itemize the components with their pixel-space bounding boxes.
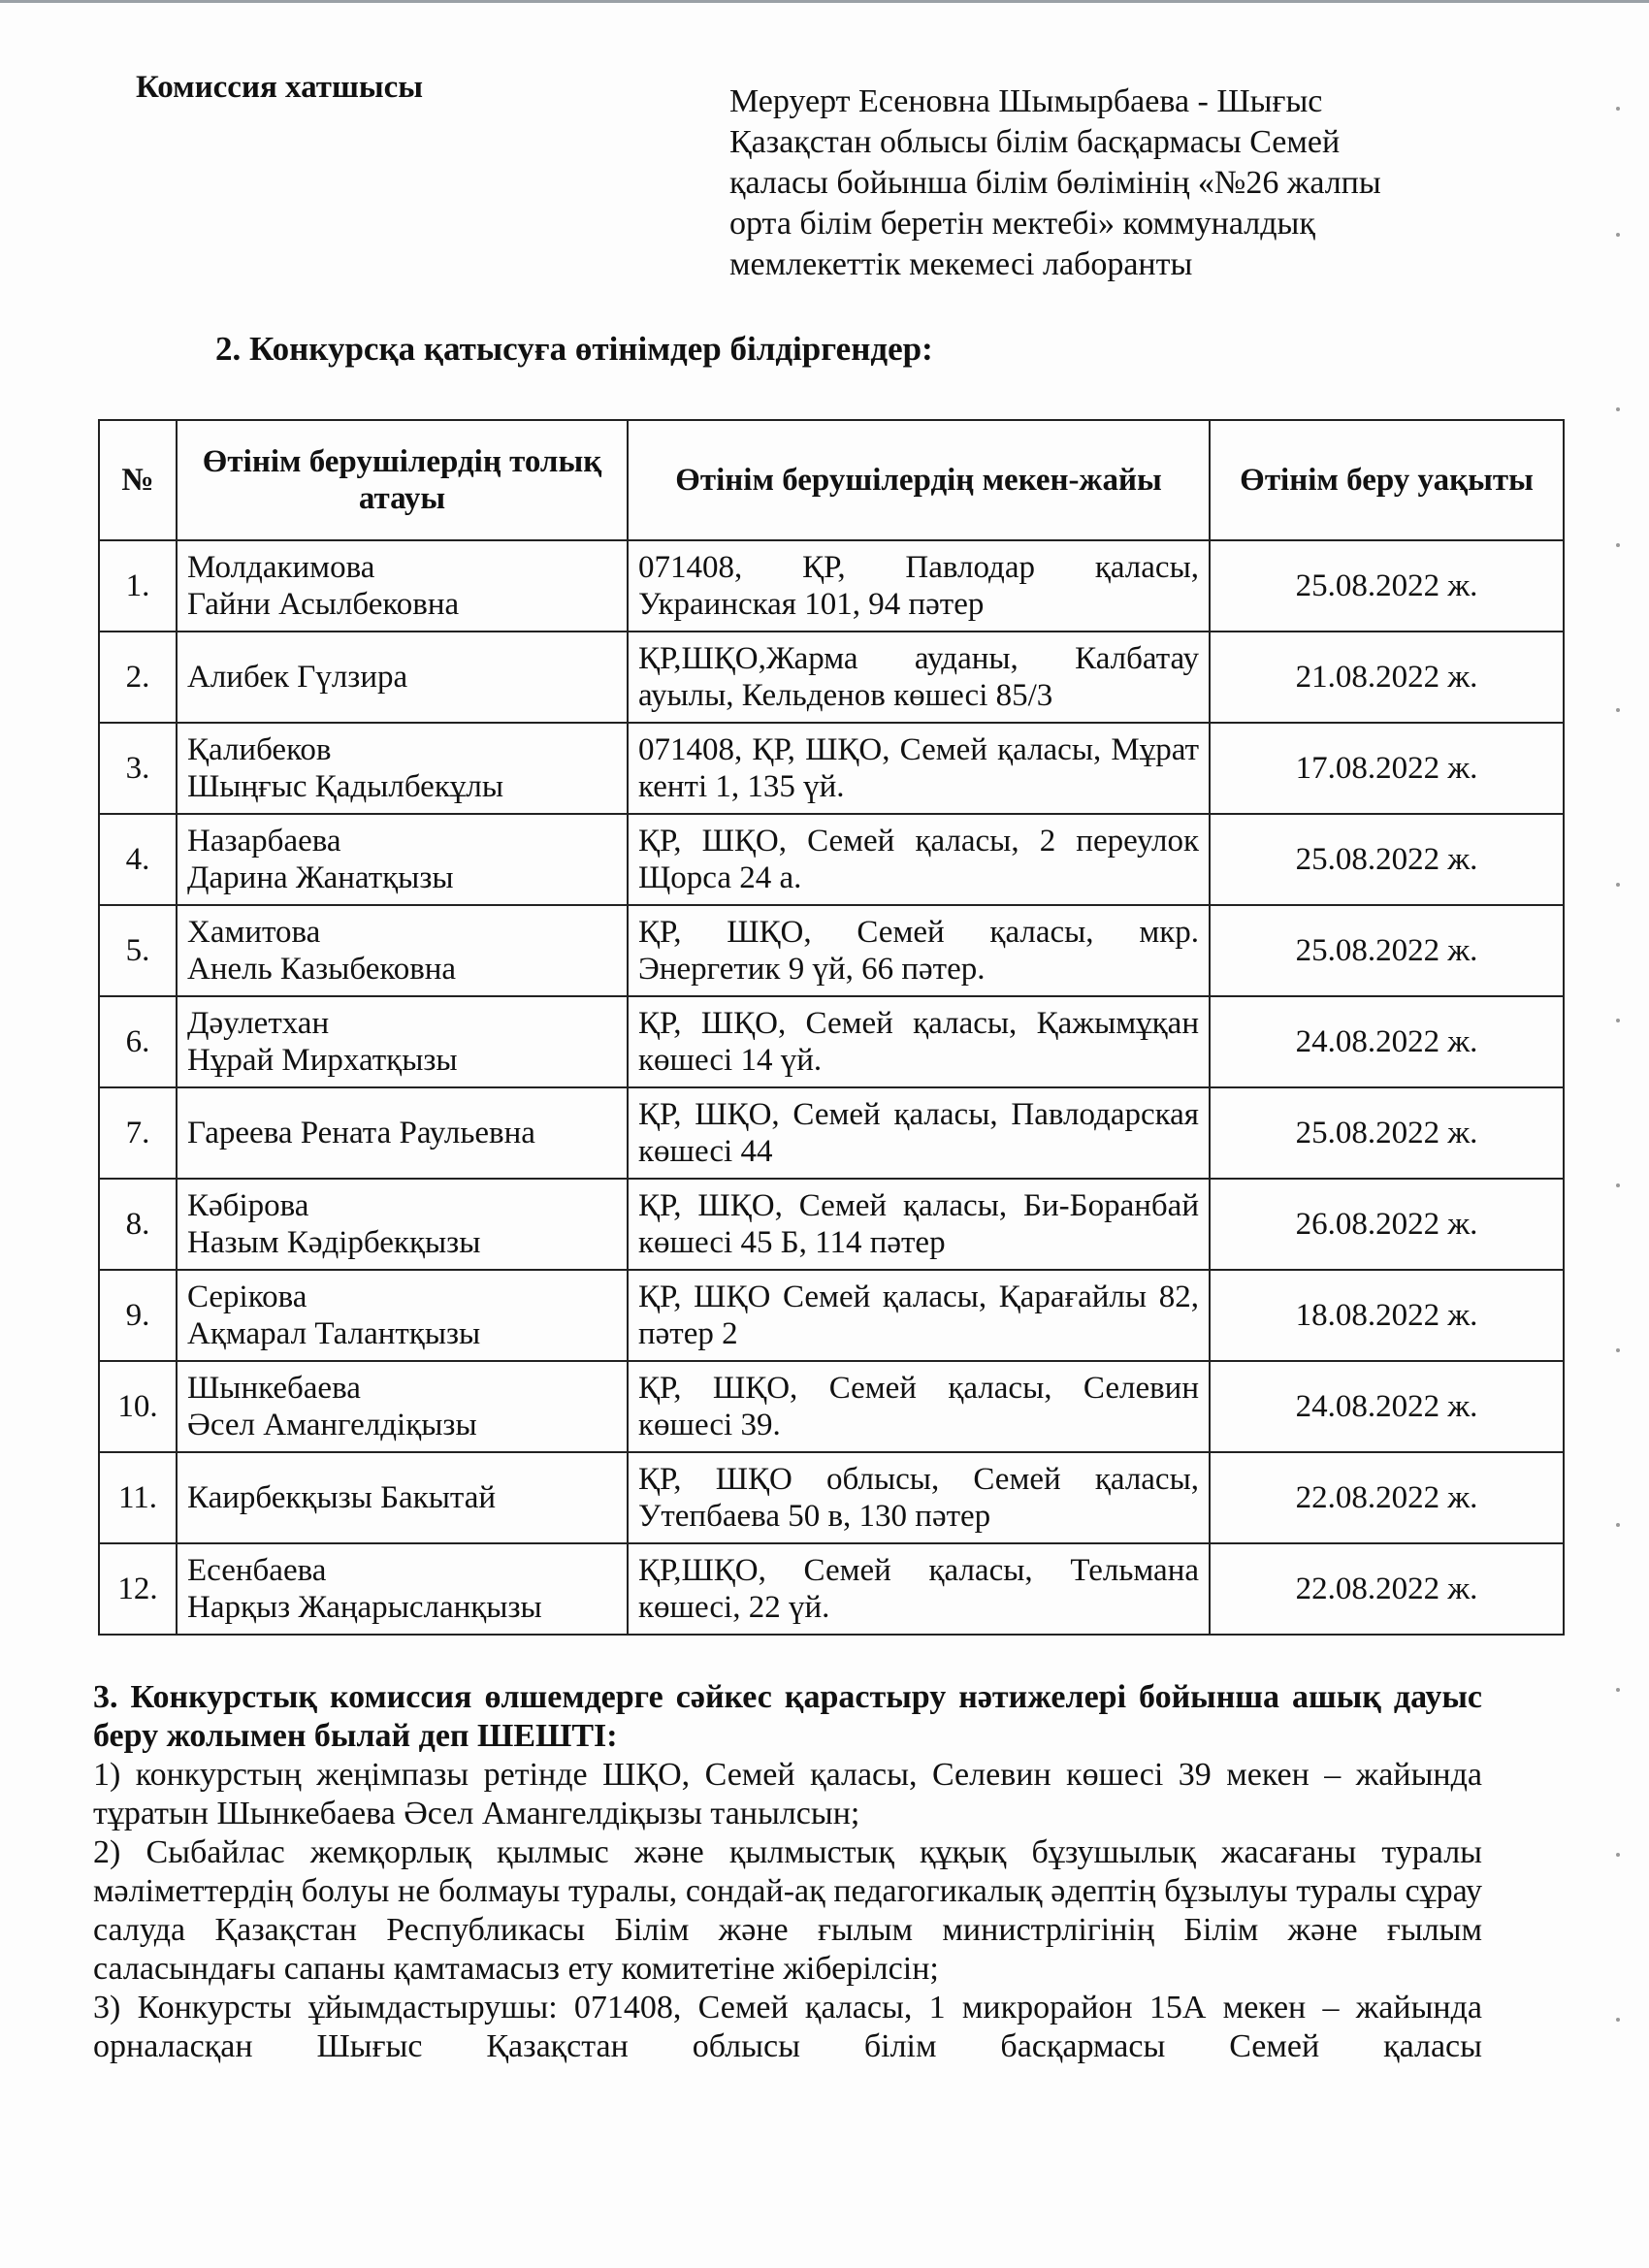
row-number: 12. <box>99 1543 177 1635</box>
applicant-name-cell <box>177 1270 628 1361</box>
table-row <box>99 1543 1564 1635</box>
application-date: 22.08.2022 ж. <box>1210 1452 1564 1543</box>
application-date: 26.08.2022 ж. <box>1210 1179 1564 1270</box>
applicant-address: ҚР,ШҚО, Семей қаласы, Тельмана көшесі, 22 үй. <box>628 1543 1210 1635</box>
row-number: 11. <box>99 1452 177 1543</box>
applicant-surname: Қалибеков <box>187 732 332 767</box>
applicant-address: ҚР, ШҚО, Семей қаласы, мкр. Энергетик 9 үй, 66 пәтер. <box>628 905 1210 996</box>
applicant-name-cell <box>177 1543 628 1635</box>
applicant-given-name: Дарина Жанатқызы <box>187 860 454 895</box>
applicant-name-cell <box>177 1087 628 1179</box>
table-row <box>99 723 1564 814</box>
applicant-surname: Алибек Гүлзира <box>187 660 408 695</box>
row-number: 5. <box>99 905 177 996</box>
applicant-name-cell <box>177 632 628 723</box>
column-header-address: Өтінім берушілердің мекен-жайы <box>628 420 1210 540</box>
row-number: 3. <box>99 723 177 814</box>
applicant-address: ҚР, ШҚО, Семей қаласы, Қажымұқан көшесі 14 үй. <box>628 996 1210 1087</box>
applicants-table <box>98 419 1565 1636</box>
section2-heading: 2. Конкурсқа қатысуға өтінімдер білдіргендер: <box>215 330 933 368</box>
applicant-given-name: Назым Кәдірбекқызы <box>187 1225 481 1260</box>
application-date: 25.08.2022 ж. <box>1210 1087 1564 1179</box>
applicant-surname: Гареева Рената Раульевна <box>187 1116 535 1150</box>
applicant-given-name: Әсел Амангелдіқызы <box>187 1408 477 1442</box>
applicant-name-cell <box>177 814 628 905</box>
column-header-name: Өтінім берушілердің толық атауы <box>177 420 628 540</box>
row-number: 2. <box>99 632 177 723</box>
decision-item: 3) Конкурсты ұйымдастырушы: 071408, Семей қаласы, 1 микрорайон 15А мекен – жайында орналасқан Шығыс Қазақстан облысы білім басқармасы Семей қаласы <box>93 1990 1482 2064</box>
row-number: 6. <box>99 996 177 1087</box>
applicant-surname: Молдакимова <box>187 550 375 585</box>
applicant-address: ҚР, ШҚО, Семей қаласы, Би-Боранбай көшесі 45 Б, 114 пәтер <box>628 1179 1210 1270</box>
table-row <box>99 1087 1564 1179</box>
applicant-address: 071408, ҚР, ШҚО, Семей қаласы, Мұрат кенті 1, 135 үй. <box>628 723 1210 814</box>
row-number: 1. <box>99 540 177 632</box>
table-row <box>99 905 1564 996</box>
row-number: 7. <box>99 1087 177 1179</box>
scan-edge-marks <box>1600 87 1620 2124</box>
column-header-number: № <box>99 420 177 540</box>
applicant-name-cell <box>177 1452 628 1543</box>
decision-item: 1) конкурстың жеңімпазы ретінде ШҚО, Семей қаласы, Селевин көшесі 39 мекен – жайында тұратын Шынкебаева Әсел Амангелдіқызы танылсын; <box>93 1757 1482 1831</box>
application-date: 17.08.2022 ж. <box>1210 723 1564 814</box>
applicant-given-name: Шыңғыс Қадылбекұлы <box>187 769 503 804</box>
applicant-surname: Хамитова <box>187 915 321 950</box>
table-row <box>99 814 1564 905</box>
applicant-address: ҚР, ШҚО облысы, Семей қаласы, Утепбаева 50 в, 130 пәтер <box>628 1452 1210 1543</box>
applicant-given-name: Нұрай Мирхатқызы <box>187 1043 458 1078</box>
applicant-surname: Назарбаева <box>187 824 341 859</box>
applicant-name-cell <box>177 905 628 996</box>
applicant-surname: Каирбекқызы Бакытай <box>187 1480 497 1515</box>
applicant-given-name: Анель Казыбековна <box>187 952 457 987</box>
applicant-name-cell <box>177 1179 628 1270</box>
applicant-address: ҚР, ШҚО, Семей қаласы, Павлодарская көшесі 44 <box>628 1087 1210 1179</box>
secretary-description <box>729 81 1496 285</box>
applicant-surname: Серікова <box>187 1280 307 1314</box>
table-row <box>99 1361 1564 1452</box>
applicant-given-name: Гайни Асылбековна <box>187 587 460 622</box>
applicant-surname: Есенбаева <box>187 1553 327 1588</box>
secretary-line: қаласы бойынша білім бөлімінің «№26 жалпы <box>729 165 1381 201</box>
applicant-address: ҚР, ШҚО Семей қаласы, Қарағайлы 82, пәтер 2 <box>628 1270 1210 1361</box>
applicant-address: ҚР, ШҚО, Семей қаласы, Селевин көшесі 39. <box>628 1361 1210 1452</box>
applicant-given-name: Ақмарал Талантқызы <box>187 1316 481 1351</box>
section3 <box>93 1678 1482 2066</box>
applicant-given-name: Нарқыз Жаңарысланқызы <box>187 1590 542 1625</box>
application-date: 22.08.2022 ж. <box>1210 1543 1564 1635</box>
application-date: 25.08.2022 ж. <box>1210 905 1564 996</box>
table-row <box>99 632 1564 723</box>
table-row <box>99 1179 1564 1270</box>
table-row <box>99 996 1564 1087</box>
application-date: 21.08.2022 ж. <box>1210 632 1564 723</box>
section3-heading: 3. Конкурстық комиссия өлшемдерге сәйкес қарастыру нәтижелері бойынша ашық дауыс беру жолымен былай деп ШЕШТІ: <box>93 1679 1482 1754</box>
table-row <box>99 1270 1564 1361</box>
applicant-address: 071408, ҚР, Павлодар қаласы, Украинская 101, 94 пәтер <box>628 540 1210 632</box>
row-number: 8. <box>99 1179 177 1270</box>
applicant-address: ҚР, ШҚО, Семей қаласы, 2 переулок Щорса 24 а. <box>628 814 1210 905</box>
application-date: 24.08.2022 ж. <box>1210 996 1564 1087</box>
scan-top-edge <box>0 0 1649 3</box>
applicant-name-cell <box>177 996 628 1087</box>
application-date: 18.08.2022 ж. <box>1210 1270 1564 1361</box>
row-number: 10. <box>99 1361 177 1452</box>
table-body <box>99 540 1564 1635</box>
applicant-surname: Шынкебаева <box>187 1371 361 1406</box>
applicant-name-cell <box>177 723 628 814</box>
secretary-line: Қазақстан облысы білім басқармасы Семей <box>729 124 1341 160</box>
decision-item: 2) Сыбайлас жемқорлық қылмыс және қылмыстық құқық бұзушылық жасағаны туралы мәліметтердің болуы не болмауы туралы, сондай-ақ педагогикалық әдептің бұзылуы туралы сұрау салуда Қазақстан Республикасы Білім және ғылым министрлігінің Білім және ғылым саласындағы сапаны қамтамасыз ету комитетіне жіберілсін; <box>93 1834 1482 1987</box>
table-row <box>99 1452 1564 1543</box>
applicant-surname: Дәулетхан <box>187 1006 330 1041</box>
column-header-date: Өтінім беру уақыты <box>1210 420 1564 540</box>
applicant-name-cell <box>177 1361 628 1452</box>
application-date: 25.08.2022 ж. <box>1210 540 1564 632</box>
secretary-line: мемлекеттік мекемесі лаборанты <box>729 246 1193 282</box>
table-row <box>99 540 1564 632</box>
applicant-surname: Кәбірова <box>187 1188 309 1223</box>
application-date: 25.08.2022 ж. <box>1210 814 1564 905</box>
applicant-name-cell <box>177 540 628 632</box>
applicant-address: ҚР,ШҚО,Жарма ауданы, Калбатау ауылы, Кельденов көшесі 85/3 <box>628 632 1210 723</box>
row-number: 4. <box>99 814 177 905</box>
secretary-line: Меруерт Есеновна Шымырбаева - Шығыс <box>729 83 1323 119</box>
secretary-line: орта білім беретін мектебі» коммуналдық <box>729 206 1315 242</box>
secretary-label: Комиссия хатшысы <box>136 70 424 105</box>
table-header-row <box>99 420 1564 540</box>
row-number: 9. <box>99 1270 177 1361</box>
application-date: 24.08.2022 ж. <box>1210 1361 1564 1452</box>
